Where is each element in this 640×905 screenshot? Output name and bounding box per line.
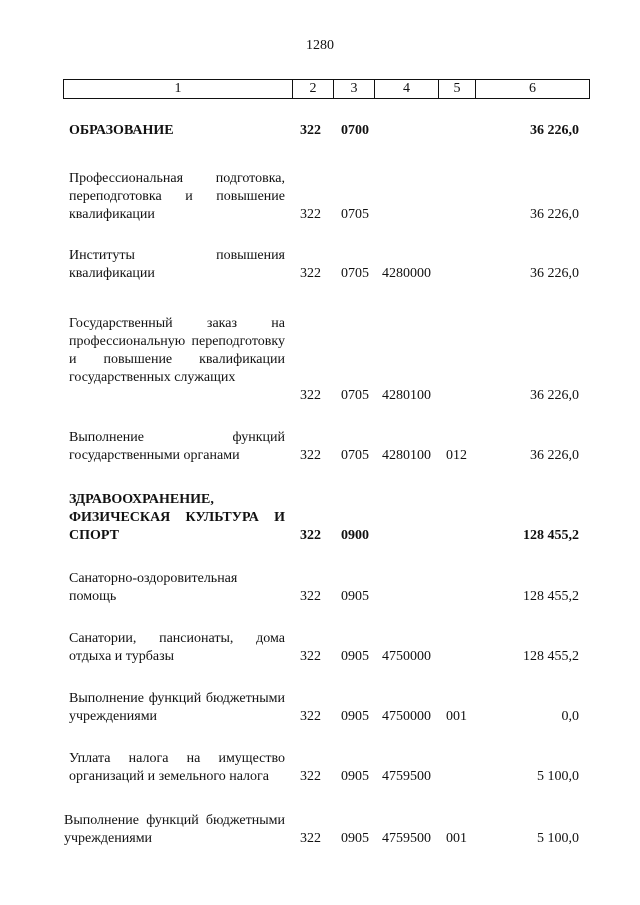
row-section-code: 0905 — [341, 831, 369, 846]
row-amount: 5 100,0 — [537, 831, 579, 846]
row-admin-code: 322 — [300, 709, 321, 724]
col-header-1: 1 — [64, 80, 293, 99]
row-amount: 36 226,0 — [530, 207, 579, 222]
row-description: Санаторно-оздоровительная помощь — [69, 571, 238, 604]
row-section-code: 0700 — [341, 123, 369, 138]
row-admin-code: 322 — [300, 388, 321, 403]
row-section-code: 0905 — [341, 709, 369, 724]
row-description: Государственный заказ на профессиональную переподготовку и повышение квалификации государственных служащих — [69, 316, 285, 385]
col-header-2: 2 — [293, 80, 334, 99]
row-description: Профессиональная подготовка, переподготовка и повышение квалификации — [69, 171, 285, 222]
row-amount: 128 455,2 — [523, 649, 579, 664]
row-description: Выполнение функций государственными органами — [69, 430, 285, 463]
row-target-code: 4280100 — [382, 388, 431, 403]
row-admin-code: 322 — [300, 207, 321, 222]
row-amount: 36 226,0 — [530, 388, 579, 403]
row-admin-code: 322 — [300, 769, 321, 784]
row-admin-code: 322 — [300, 123, 321, 138]
row-expense-type: 001 — [446, 709, 467, 724]
row-section-code: 0905 — [341, 769, 369, 784]
row-amount: 36 226,0 — [530, 448, 579, 463]
row-admin-code: 322 — [300, 831, 321, 846]
col-header-3: 3 — [334, 80, 375, 99]
row-description: Выполнение функций бюджетными учреждениями — [69, 691, 285, 724]
row-admin-code: 322 — [300, 649, 321, 664]
col-header-5: 5 — [439, 80, 476, 99]
row-section-code: 0705 — [341, 266, 369, 281]
row-admin-code: 322 — [300, 589, 321, 604]
row-target-code: 4759500 — [382, 769, 431, 784]
page-number: 1280 — [306, 38, 334, 53]
col-header-6: 6 — [476, 80, 590, 99]
row-target-code: 4759500 — [382, 831, 431, 846]
row-target-code: 4280000 — [382, 266, 431, 281]
row-description: Санатории, пансионаты, дома отдыха и турбазы — [69, 631, 285, 664]
column-header-table — [63, 79, 590, 99]
column-header-row — [64, 80, 590, 99]
row-amount: 0,0 — [561, 709, 579, 724]
row-section-code: 0705 — [341, 448, 369, 463]
row-amount: 36 226,0 — [530, 266, 579, 281]
row-admin-code: 322 — [300, 528, 321, 543]
row-amount: 5 100,0 — [537, 769, 579, 784]
row-section-code: 0705 — [341, 207, 369, 222]
row-description: Уплата налога на имущество организаций и земельного налога — [69, 751, 285, 784]
row-description: ЗДРАВООХРАНЕНИЕ, ФИЗИЧЕСКАЯ КУЛЬТУРА И СПОРТ — [69, 492, 285, 543]
row-admin-code: 322 — [300, 266, 321, 281]
row-description: ОБРАЗОВАНИЕ — [69, 123, 174, 138]
row-admin-code: 322 — [300, 448, 321, 463]
row-target-code: 4750000 — [382, 709, 431, 724]
row-amount: 128 455,2 — [523, 528, 579, 543]
row-target-code: 4750000 — [382, 649, 431, 664]
row-section-code: 0905 — [341, 589, 369, 604]
row-amount: 128 455,2 — [523, 589, 579, 604]
row-description: Выполнение функций бюджетными учреждениями — [64, 813, 285, 846]
row-section-code: 0900 — [341, 528, 369, 543]
row-expense-type: 001 — [446, 831, 467, 846]
row-expense-type: 012 — [446, 448, 467, 463]
col-header-4: 4 — [375, 80, 439, 99]
row-amount: 36 226,0 — [530, 123, 579, 138]
row-section-code: 0705 — [341, 388, 369, 403]
row-target-code: 4280100 — [382, 448, 431, 463]
row-section-code: 0905 — [341, 649, 369, 664]
row-description: Институты повышения квалификации — [69, 248, 285, 281]
